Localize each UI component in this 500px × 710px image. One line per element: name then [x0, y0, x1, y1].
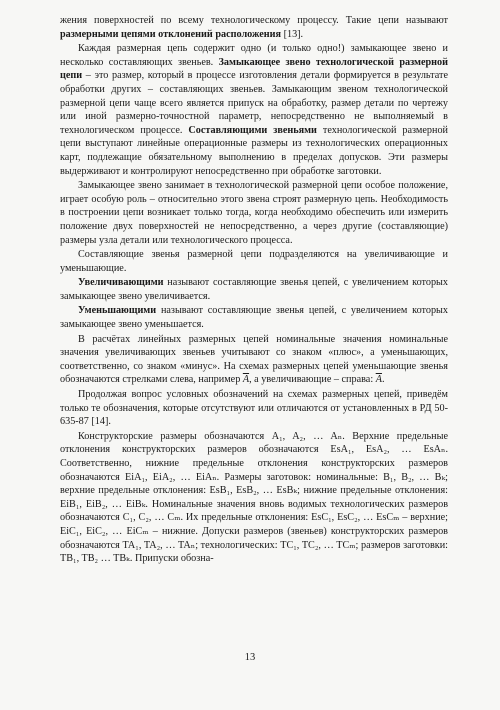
vector-symbol: $\overline{A}$	[375, 374, 382, 386]
text-run: Замыкающее звено занимает в технологической размерной цепи особое положение, играет особую роль – относительно этого звена строят размерную цепь. Необходимость в построении цепи возникает только тогда, когда необходимо обеспечить или измерить положение двух поверхностей не непосредственно, а через другие (составляющие) размеры узла детали или технологического процесса.	[60, 180, 448, 246]
text-run: – это размер, который в процессе изготовления детали формируется в результате обработки других – составляющих звеньев. Замыкающим звеном технологической размерной цепи чаще всего является припуск на обработку, размер детали по чертежу или иной размерно-точностной параметр, непосредственно не выполняемый в технологическом процессе.	[60, 70, 448, 136]
bold-term: Замыкающее звено технологической размерной цепи	[60, 56, 448, 82]
paragraph-p8	[60, 388, 448, 429]
text-run: .	[381, 374, 385, 386]
text-run: Продолжая вопрос условных обозначений на схемах размерных цепей, приведём только те обозначения, которые отсутствуют или отличаются от установленных в РД 50-635-87 [14].	[60, 389, 448, 428]
bold-term: Увеличивающими	[78, 277, 164, 289]
paragraph-p4	[60, 248, 448, 275]
text-run: называют составляющие звенья цепей, с увеличением которых замыкающее звено уменьшается.	[60, 305, 448, 331]
text-run: Каждая размерная цепь содержит одно (и только одно!) замыкающее звено и несколько составляющих звеньев.	[60, 43, 448, 68]
text-run: называют составляющие звенья цепей, с увеличением которых замыкающее звено увеличивается.	[60, 277, 448, 302]
text-run: Конструкторские размеры обозначаются A₁, A₂, … Aₙ. Верхние предельные отклонения конструкторских размеров обозначаются EsA₁, EsA₂, … EsAₙ. Соответственно, нижние предельные отклонения конструкторских размеров обозначаются EiA₁, EiA₂, … EiAₙ. Размеры заготовок: номинальные: B₁, B₂, … Bₖ; верхние предельные отклонения: EsB₁, EsB₂, … EsBₖ; нижние предельные отклонения: EiB₁, EiB₂, … EiBₖ. Номинальные значения вновь водимых технологических размеров обозначаются C₁, C₂, … Cₘ. Их предельные отклонения: EsC₁, EsC₂, … EsCₘ – верхние; EiC₁, EiC₂, … EiCₘ – нижние. Допуски размеров (звеньев) конструкторских размеров обозначаются TA₁, TA₂, … TAₙ; технологических: TC₁, TC₂, … TCₘ; размеров заготовки: TB₁, TB₂ … TBₖ. Припуски обозна-	[60, 430, 448, 565]
text-run: В расчётах линейных размерных цепей номинальные значения номинальные значения увеличивающих звеньев учитывают со знаком «плюс», а уменьшающих, соответственно, со знаком «минус». На схемах размерных цепей уменьшающие звенья обозначаются стрелками слева, например	[60, 333, 448, 386]
text-run: технологической размерной цепи выступают линейные операционные размеры из технологических операционных карт, подлежащие обязательному выполнению в пределах допусков. Эти размеры выдерживают и контролируют непосредственно при обработке заготовки.	[60, 124, 448, 177]
paragraph-p7	[60, 333, 448, 387]
text-run: [13].	[281, 28, 304, 40]
paragraph-p1	[60, 14, 448, 41]
text-run: жения поверхностей по всему технологическому процессу. Такие цепи называют	[60, 15, 448, 26]
bold-term: Составляющими звеньями	[188, 124, 317, 136]
page-number: 13	[244, 652, 256, 663]
paragraph-p9	[60, 430, 448, 566]
paragraph-p6	[60, 304, 448, 331]
body-text	[60, 14, 448, 566]
text-run: , а увеличивающие – справа:	[249, 374, 376, 386]
paragraph-p2	[60, 42, 448, 178]
paragraph-p3	[60, 179, 448, 247]
bold-term: Уменьшающими	[78, 305, 157, 317]
bold-term: размерными цепями отклонений расположения	[60, 28, 282, 40]
paragraph-p5	[60, 276, 448, 303]
vector-symbol: $\overline{A}$	[242, 374, 250, 386]
text-run: Составляющие звенья размерной цепи подразделяются на увеличивающие и уменьшающие.	[60, 249, 448, 274]
